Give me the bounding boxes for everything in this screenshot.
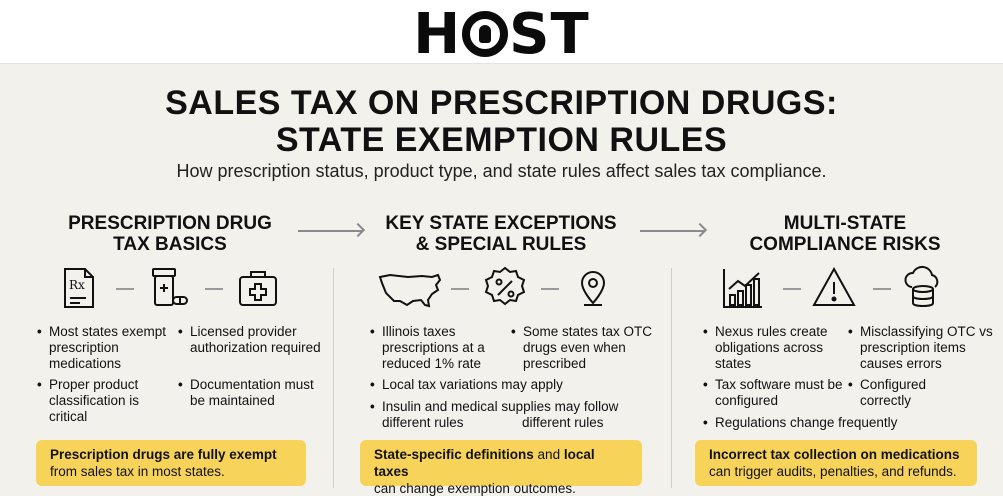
arrow-right-icon — [298, 230, 362, 232]
column-1-title: PRESCRIPTION DRUG TAX BASICS — [68, 213, 272, 255]
svg-text:Rx: Rx — [69, 278, 85, 292]
page-title: SALES TAX ON PRESCRIPTION DRUGS: — [165, 84, 838, 122]
host-logo: H ST — [413, 2, 590, 67]
bullet-item: • Misclassifying OTC vs prescription items causes errors — [848, 324, 996, 372]
column-3-icons — [0, 265, 1003, 313]
warning-icon — [811, 265, 857, 311]
column-3-title: MULTI-STATE COMPLIANCE RISKS — [749, 213, 941, 255]
arrow-right-icon — [640, 230, 704, 232]
bullet-item: • Licensed provider authorization required — [178, 324, 328, 356]
bullet-item: • Tax software must be configured — [703, 377, 843, 409]
bullet-item: • Nexus rules create obligations across states — [703, 324, 843, 372]
page-subtitle: How prescription status, product type, and state rules affect sales tax compliance. — [176, 161, 827, 181]
bullet-item: • Local tax variations may apply — [370, 377, 660, 393]
bullet-item: • Some states tax OTC drugs even when prescribed — [511, 324, 656, 372]
bullet-item: • Insulin and medical supplies may follow different rules — [370, 399, 650, 431]
column-3-callout: Incorrect tax collection on medications can trigger audits, penalties, and refunds. — [695, 440, 977, 486]
icon-connector — [873, 288, 891, 290]
icon-connector — [783, 288, 801, 290]
bullet-item: • Proper product classification is critical — [37, 377, 167, 425]
bullet-item: • Regulations change frequently — [703, 415, 963, 431]
page-title-line2: STATE EXEMPTION RULES — [275, 121, 728, 159]
bar-chart-icon — [720, 265, 766, 311]
hand-icon — [462, 11, 508, 57]
logo-bar — [0, 0, 1003, 67]
column-2-callout: State-specific definitions and local taxes can change exemption outcomes. — [360, 440, 642, 486]
bullet-item: • Documentation must be maintained — [178, 377, 328, 409]
cloud-database-icon — [900, 265, 946, 311]
bullet-item: • Configured correctly — [848, 377, 958, 409]
column-2-title: KEY STATE EXCEPTIONS & SPECIAL RULES — [385, 213, 617, 255]
column-1-callout: Prescription drugs are fully exempt from sales tax in most states. — [36, 440, 306, 486]
bullet-item-continuation: different rules — [522, 415, 604, 430]
bullet-item: • Illinois taxes prescriptions at a reduced 1% rate — [370, 324, 510, 372]
bullet-item: • Most states exempt prescription medications — [37, 324, 177, 372]
